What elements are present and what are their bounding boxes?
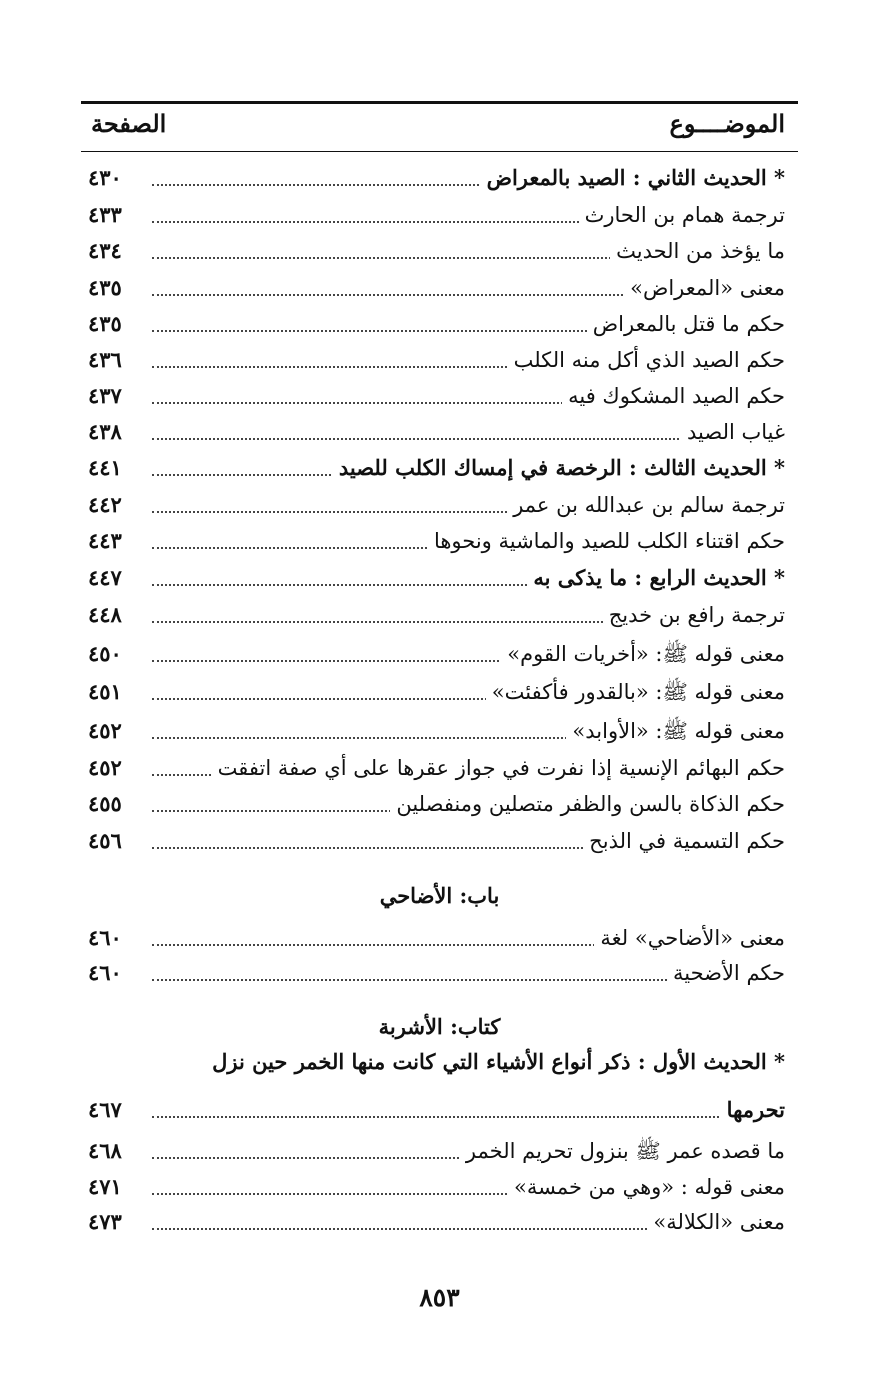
- entry-page: ٤٥٢: [88, 755, 122, 780]
- entry-page: ٤٣٥: [88, 275, 122, 300]
- toc-entry: [0, 342, 879, 378]
- entry-page: ٤٤٢: [88, 492, 122, 517]
- entry-page: ٤٥٦: [88, 828, 122, 853]
- entry-title: معنى «المعراض»: [624, 270, 785, 306]
- header-bottom-rule: [81, 151, 798, 152]
- toc-entry: [0, 233, 879, 269]
- page-number: ٨٥٣: [419, 1283, 460, 1312]
- entry-page: ٤٦٧: [88, 1097, 122, 1122]
- toc-entry: [0, 1092, 879, 1128]
- leader-dots: [152, 1116, 783, 1118]
- entry-page: ٤٤٨: [88, 602, 122, 627]
- toc-entry: [0, 920, 879, 956]
- toc-entry: [0, 487, 879, 523]
- entry-title: ترجمة رافع بن خديج: [603, 597, 785, 633]
- toc-entry: [0, 636, 879, 672]
- toc-entry: [0, 1133, 879, 1169]
- entry-title: حكم اقتناء الكلب للصيد والماشية ونحوها: [428, 523, 785, 559]
- entry-page: ٤٣٥: [88, 311, 122, 336]
- entry-page: ٤٣٧: [88, 383, 122, 408]
- entry-title: ما يؤخذ من الحديث: [610, 233, 785, 269]
- entry-page: ٤٣٣: [88, 202, 122, 227]
- section-heading-adahi: باب: الأضاحي: [379, 883, 500, 908]
- toc-entry: [0, 1169, 879, 1205]
- toc-entry: [0, 560, 879, 596]
- entry-title: * الحديث الثالث : الرخصة في إمساك الكلب للصيد: [333, 450, 785, 486]
- entry-page: ٤٦٠: [88, 925, 122, 950]
- entry-page: ٤٦٨: [88, 1138, 122, 1163]
- entry-title: * الحديث الثاني : الصيد بالمعراض: [481, 160, 785, 196]
- toc-entry: [0, 955, 879, 991]
- entry-title: حكم التسمية في الذبح: [583, 823, 785, 859]
- entry-page: ٤٦٠: [88, 960, 122, 985]
- entry-title: حكم ما قتل بالمعراض: [587, 306, 785, 342]
- entry-page: ٤٥١: [88, 679, 122, 704]
- toc-entry: [0, 414, 879, 450]
- entry-page: ٤٣٦: [88, 347, 122, 372]
- toc-entry: [0, 270, 879, 306]
- entry-title: حكم الذكاة بالسن والظفر متصلين ومنفصلين: [390, 786, 785, 822]
- header-topic-label: الموضــــوع: [669, 109, 785, 138]
- entry-title: معنى قوله ﷺ: «الأوابد»: [566, 713, 785, 749]
- entry-title: غياب الصيد: [681, 414, 785, 450]
- toc-entry: [0, 713, 879, 749]
- entry-page: ٤٥٥: [88, 791, 122, 816]
- toc-entry: [0, 597, 879, 633]
- entry-title: ما قصده عمر ﷺ بنزول تحريم الخمر: [460, 1133, 785, 1169]
- entry-title: حكم الأضحية: [667, 955, 785, 991]
- entry-title: معنى «الكلالة»: [647, 1204, 785, 1240]
- entry-title: معنى قوله ﷺ: «أخريات القوم»: [501, 636, 785, 672]
- toc-entry: [0, 823, 879, 859]
- toc-entry: [0, 197, 879, 233]
- entry-page: ٤٧١: [88, 1174, 122, 1199]
- entry-title: حكم البهائم الإنسية إذا نفرت في جواز عقرها على أي صفة اتفقت: [212, 750, 785, 786]
- entry-page: ٤٤٣: [88, 528, 122, 553]
- entry-title: حكم الصيد المشكوك فيه: [562, 378, 785, 414]
- entry-title: ترجمة سالم بن عبدالله بن عمر: [507, 487, 785, 523]
- toc-entry: [0, 786, 879, 822]
- section-heading-ashriba: كتاب: الأشربة: [378, 1014, 501, 1039]
- entry-title: معنى «الأضاحي» لغة: [594, 920, 785, 956]
- entry-page: ٤٤١: [88, 455, 122, 480]
- toc-entry: [0, 306, 879, 342]
- toc-entry: [0, 450, 879, 486]
- toc-entry: [0, 674, 879, 710]
- toc-entry: [0, 750, 879, 786]
- entry-title: * الحديث الرابع : ما يذكى به: [527, 560, 785, 596]
- entry-title: معنى قوله : «وهي من خمسة»: [508, 1169, 785, 1205]
- header-page-label: الصفحة: [91, 109, 167, 138]
- entry-page: ٤٥٠: [88, 641, 122, 666]
- toc-entry: [0, 523, 879, 559]
- entry-title: معنى قوله ﷺ: «بالقدور فأكفئت»: [486, 674, 785, 710]
- entry-page: ٤٣٨: [88, 419, 122, 444]
- toc-entry: [0, 160, 879, 196]
- entry-page: ٤٤٧: [88, 565, 122, 590]
- hadith-heading: * الحديث الأول : ذكر أنواع الأشياء التي كانت منها الخمر حين نزل: [212, 1049, 785, 1074]
- toc-entry: [0, 378, 879, 414]
- entry-title: حكم الصيد الذي أكل منه الكلب: [508, 342, 785, 378]
- entry-page: ٤٥٢: [88, 718, 122, 743]
- entry-page: ٤٣٠: [88, 165, 122, 190]
- entry-page: ٤٣٤: [88, 238, 122, 263]
- toc-entry: [0, 1204, 879, 1240]
- entry-title: تحرمها: [721, 1092, 785, 1128]
- entry-page: ٤٧٣: [88, 1209, 122, 1234]
- header-top-rule: [81, 101, 798, 104]
- entry-title: ترجمة همام بن الحارث: [579, 197, 785, 233]
